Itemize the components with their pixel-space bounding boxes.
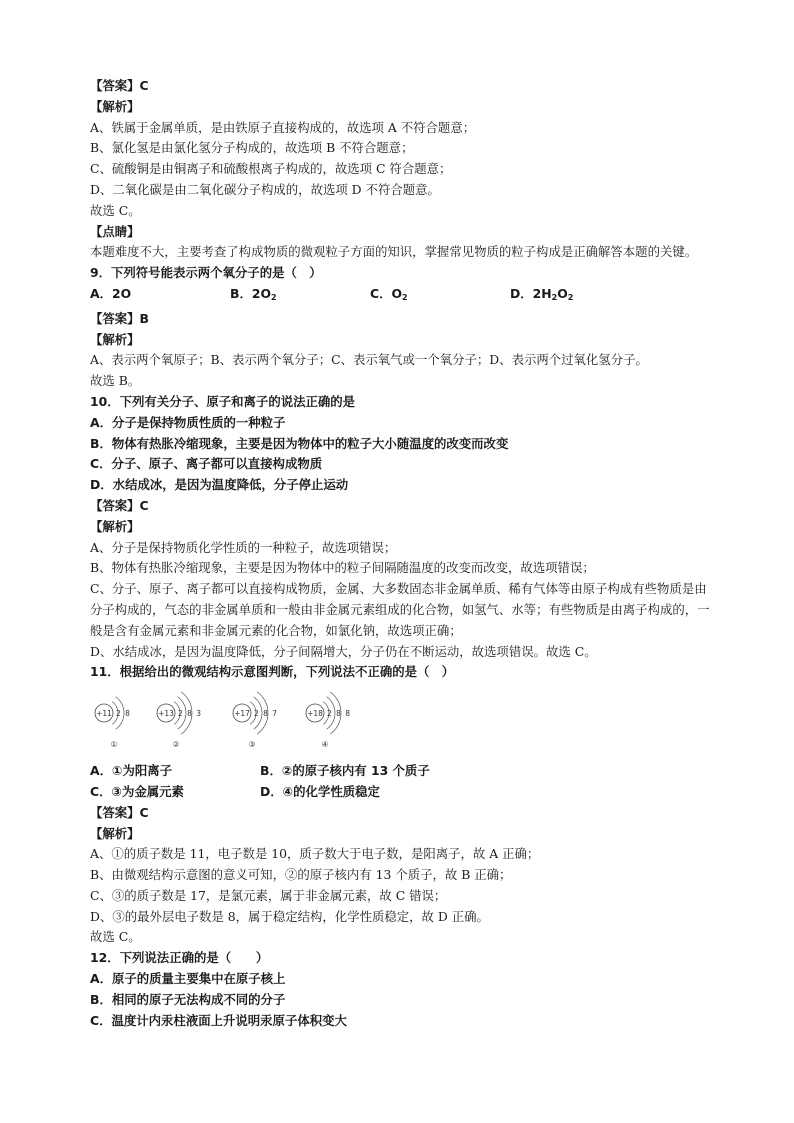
analysis-line: C、硫酸铜是由铜离子和硫酸根离子构成的，故选项 C 符合题意；	[90, 161, 452, 177]
atom-diagram	[233, 692, 278, 749]
answer-label: 【答案】C	[90, 78, 149, 93]
options-row	[90, 761, 710, 782]
electron-counts: 2 8 8	[327, 709, 352, 719]
comment-text: 本题难度不大，主要考查了构成物质的微观粒子方面的知识，掌握常见物质的粒子构成是正确解答本题的关键。	[90, 244, 698, 260]
option-c: C．$O_2$	[370, 285, 408, 302]
option-c: C．③为金属元素	[90, 783, 184, 799]
atomic-structure-svg	[90, 687, 390, 753]
nucleus-charge: +18	[307, 709, 323, 719]
option-a: A．原子的质量主要集中在原子核上	[90, 971, 286, 987]
comment-label: 【点睛】	[90, 223, 140, 239]
option-b: B．物体有热胀冷缩现象，主要是因为物体中的粒子大小随温度的改变而改变	[90, 435, 509, 451]
analysis-line: D、③的最外层电子数是 8，属于稳定结构，化学性质稳定，故 D 正确。	[90, 908, 489, 924]
answer-label: 【答案】C	[90, 497, 149, 513]
diagram-label: ①	[110, 740, 118, 750]
answer-label: 【答案】B	[90, 310, 150, 326]
analysis-line: 故选 C。	[90, 202, 141, 218]
analysis-line: D、二氧化碳是由二氧化碳分子构成的，故选项 D 不符合题意。	[90, 181, 440, 197]
option-d: D．$2H_2O_2$	[510, 285, 574, 302]
atom-diagram	[306, 692, 351, 749]
option-b: B．$2O_2$	[230, 285, 277, 302]
analysis-line: 故选 B。	[90, 373, 141, 389]
diagram-label: ②	[172, 740, 180, 750]
analysis-label: 【解析】	[90, 331, 140, 347]
question-stem: 11．根据给出的微观结构示意图判断，下列说法不正确的是（ ）	[90, 664, 455, 680]
analysis-line: A、分子是保持物质化学性质的一种粒子，故选项错误；	[90, 539, 397, 555]
option-c: C．分子、原子、离子都可以直接构成物质	[90, 456, 323, 472]
answer-label: 【答案】C	[90, 804, 149, 820]
option-c: C．温度计内汞柱液面上升说明汞原子体积变大	[90, 1012, 347, 1028]
option-b: B．相同的原子无法构成不同的分子	[90, 991, 286, 1007]
analysis-label: 【解析】	[90, 518, 140, 534]
option-a: A．①为阳离子	[90, 763, 173, 779]
analysis-line: B、氯化氢是由氯化氢分子构成的，故选项 B 不符合题意；	[90, 140, 414, 156]
electron-counts: 2 8	[116, 709, 131, 719]
analysis-line: C、③的质子数是 17，是氯元素，属于非金属元素，故 C 错误；	[90, 887, 447, 903]
electron-counts: 2 8 3	[178, 709, 203, 719]
atom-diagram	[157, 692, 202, 749]
atom-diagram	[95, 697, 131, 749]
analysis-line: B、由微观结构示意图的意义可知，②的原子核内有 13 个质子，故 B 正确；	[90, 867, 512, 883]
analysis-line: B、物体有热胀冷缩现象，主要是因为物体中的粒子间隔随温度的改变而改变，故选项错误；	[90, 560, 595, 576]
electron-counts: 2 8 7	[254, 709, 279, 719]
option-a: A．2O	[90, 285, 132, 301]
document-page	[90, 76, 710, 1031]
analysis-line: A、①的质子数是 11，电子数是 10，质子数大于电子数，是阳离子，故 A 正确；	[90, 846, 540, 862]
analysis-line: C、分子、原子、离子都可以直接构成物质，金属、大多数固态非金属单质、稀有气体等由原子构成有些物质是由分子构成的，气态的非金属单质和一般由非金属元素组成的化合物，如氢气、水等；有些物质是由离子构成的，一般是含有金属元素和非金属元素的化合物，如氯化钠，故选项正确；	[90, 581, 710, 638]
analysis-line: D、水结成冰，是因为温度降低，分子间隔增大，分子仍在不断运动，故选项错误。故选 C。	[90, 643, 597, 659]
diagram-label: ③	[248, 740, 256, 750]
analysis-line: A、表示两个氧原子；B、表示两个氧分子；C、表示氧气或一个氧分子；D、表示两个过氧化氢分子。	[90, 352, 648, 368]
option-b: B．②的原子核内有 13 个质子	[260, 763, 430, 779]
options-row	[90, 284, 710, 309]
diagram-label: ④	[321, 740, 329, 750]
question-stem: 12．下列说法正确的是（ ）	[90, 950, 269, 966]
nucleus-charge: +13	[158, 709, 174, 719]
option-d: D．④的化学性质稳定	[260, 783, 380, 799]
question-stem: 9．下列符号能表示两个氧分子的是（ ）	[90, 265, 322, 281]
analysis-line: A、铁属于金属单质，是由铁原子直接构成的，故选项 A 不符合题意；	[90, 119, 476, 135]
analysis-line: 故选 C。	[90, 929, 141, 945]
analysis-label: 【解析】	[90, 825, 140, 841]
option-a: A．分子是保持物质性质的一种粒子	[90, 414, 286, 430]
atomic-structure-diagrams	[90, 687, 710, 753]
option-d: D．水结成冰，是因为温度降低，分子停止运动	[90, 477, 349, 493]
analysis-label: 【解析】	[90, 98, 140, 114]
nucleus-charge: +11	[96, 709, 112, 719]
options-row	[90, 782, 710, 803]
nucleus-charge: +17	[234, 709, 250, 719]
question-stem: 10．下列有关分子、原子和离子的说法正确的是	[90, 393, 356, 409]
